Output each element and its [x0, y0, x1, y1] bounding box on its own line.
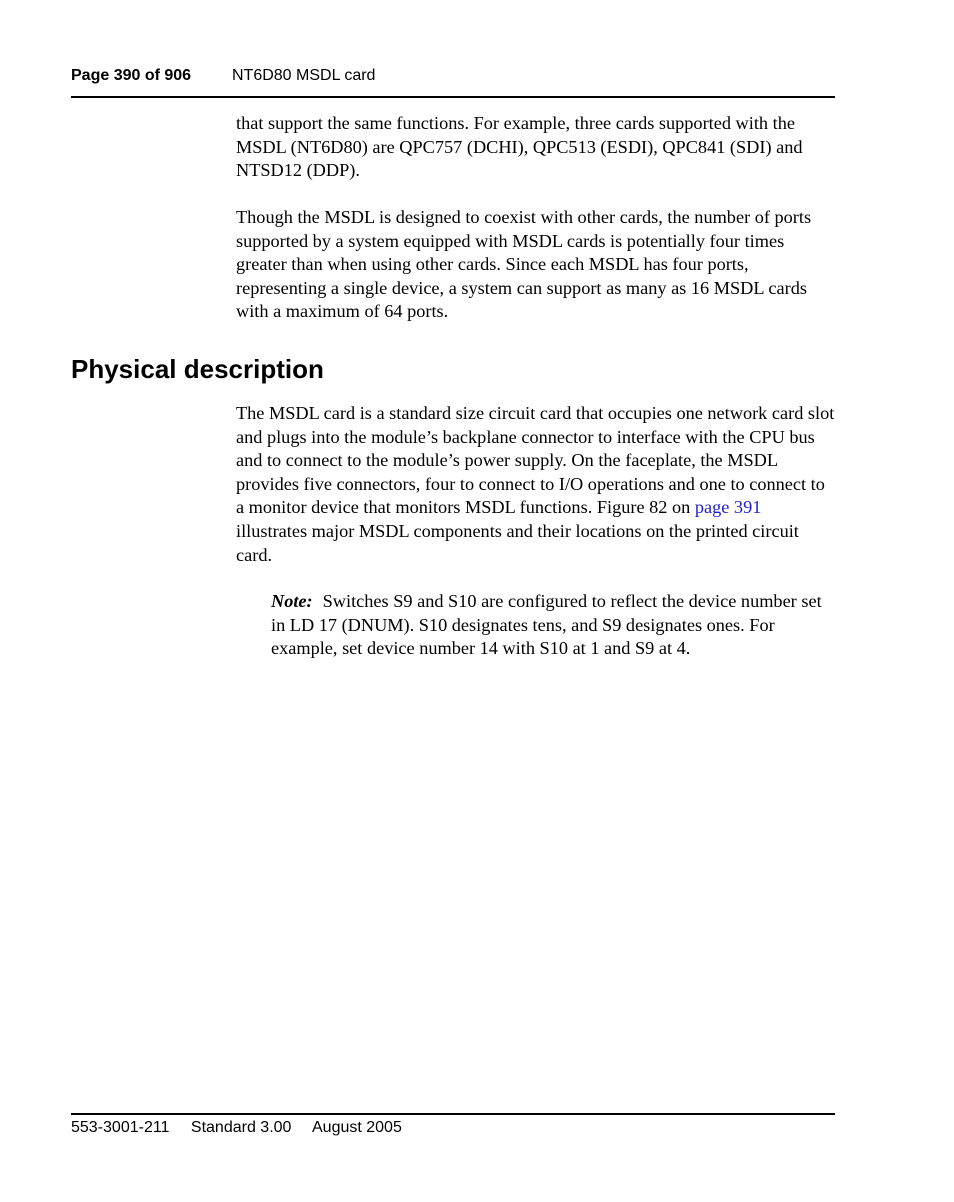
paragraph-text-after-link: illustrates major MSDL components and their locations on the printed circuit card.: [236, 520, 799, 565]
paragraph-physical-description: [236, 402, 836, 567]
section-heading: Physical description: [71, 354, 324, 384]
note-label: Note:: [271, 591, 313, 611]
document-title: NT6D80 MSDL card: [232, 67, 376, 84]
page-number: Page 390 of 906: [71, 67, 192, 84]
footer-date: August 2005: [312, 1119, 402, 1136]
footer-standard: Standard 3.00: [190, 1119, 292, 1136]
note-block: [271, 590, 836, 661]
paragraph-port-capacity: Though the MSDL is designed to coexist with other cards, the number of ports supported by a system equipped with MSDL cards is potentially four times greater than when using other cards. Since each MSDL has four ports, representing a single device, a system can support as many as 16 MSDL cards with a maximum of 64 ports.: [236, 207, 812, 322]
page-header: [71, 66, 835, 98]
footer-doc-number: 553-3001-211: [71, 1119, 170, 1136]
page-391-link[interactable]: page 391: [694, 497, 762, 518]
paragraph-text-before-link: The MSDL card is a standard size circuit card that occupies one network card slot and plugs into the module’s backplane connector to interface with the CPU bus and to connect to the module’s power supply. On the faceplate, the MSDL provides five connectors, four to connect to I/O operations and one to connect to a monitor device that monitors MSDL functions. Figure 82 on: [236, 403, 835, 518]
paragraph-supported-cards: that support the same functions. For example, three cards supported with the MSDL (NT6D80) are QPC757 (DCHI), QPC513 (ESDI), QPC841 (SDI) and NTSD12 (DDP).: [236, 113, 803, 181]
page-footer: [71, 1113, 835, 1137]
note-text: Switches S9 and S10 are configured to reflect the device number set in LD 17 (DNUM). S10 designates tens, and S9 designates ones. For example, set device number 14 with S10 at 1 and S9 at 4.: [271, 591, 822, 659]
